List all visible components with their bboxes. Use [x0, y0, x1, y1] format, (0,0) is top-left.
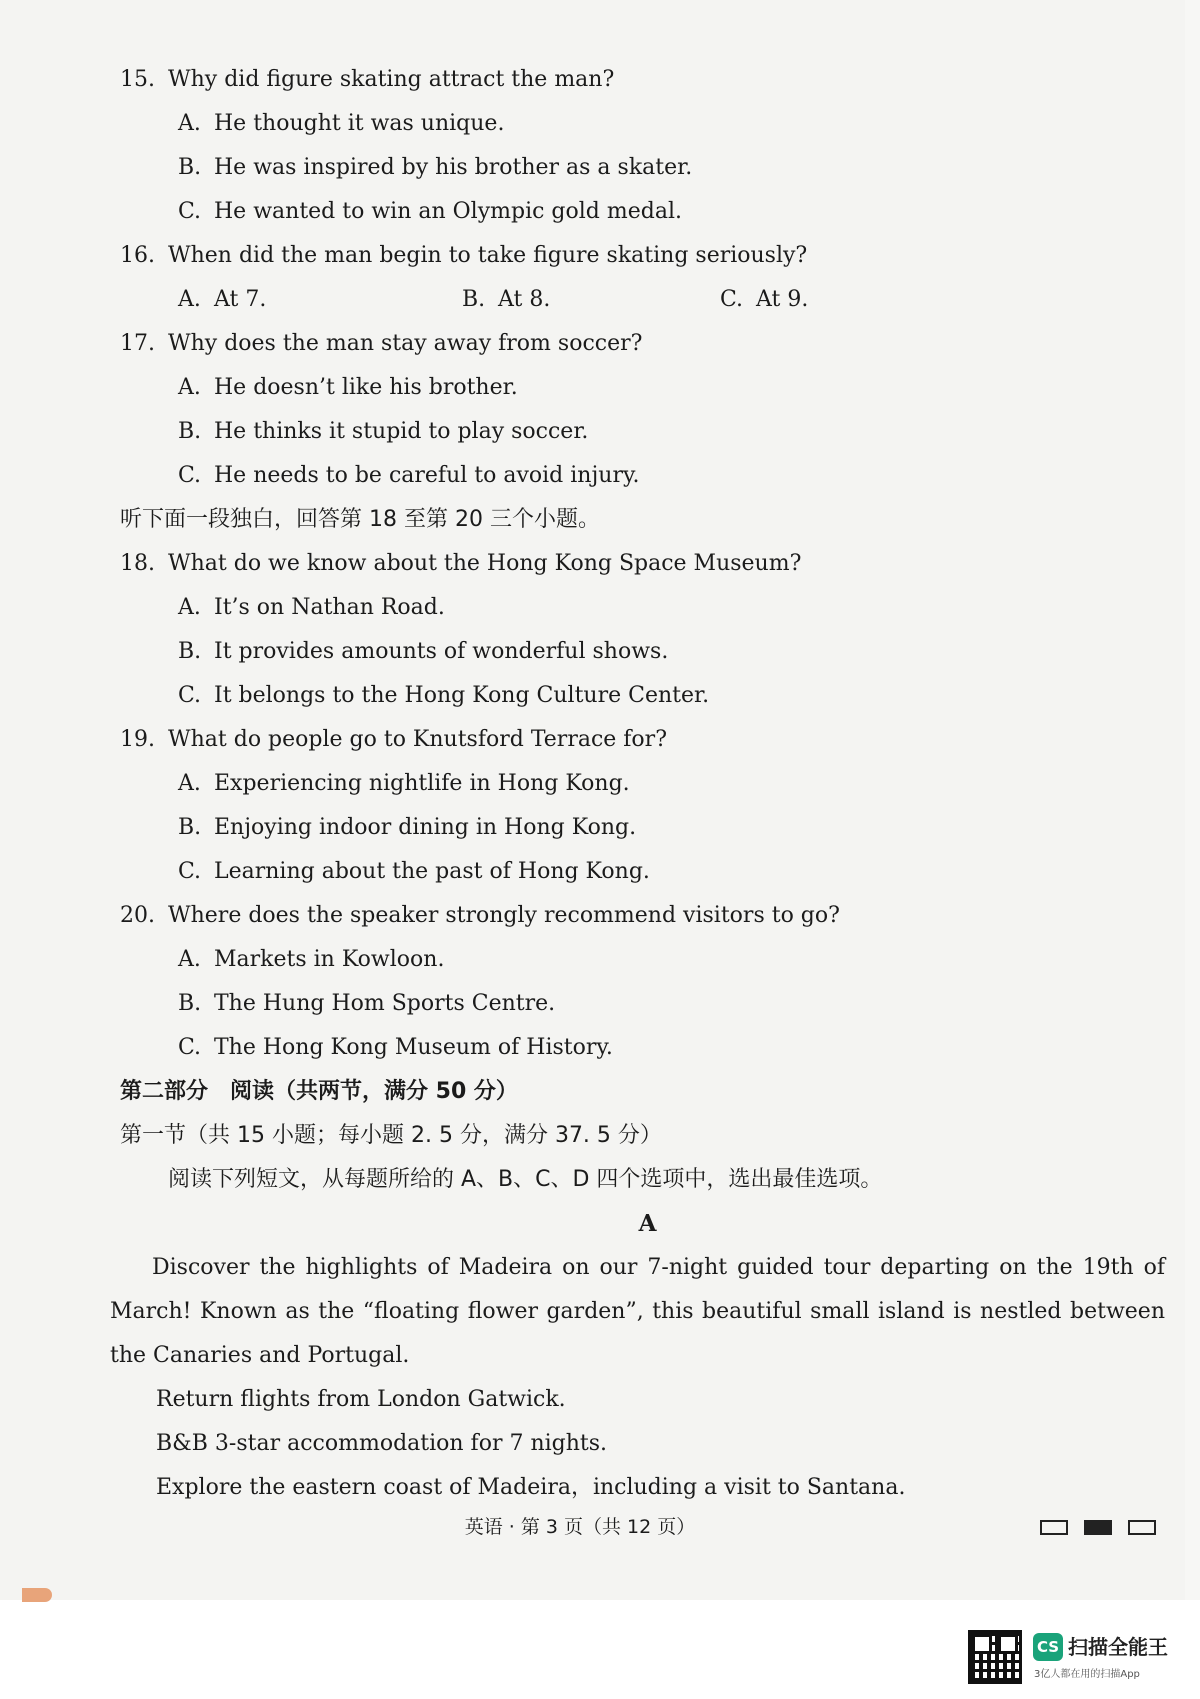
question-15: [120, 58, 1165, 102]
option-letter: B.: [178, 419, 202, 444]
option-text: Learning about the past of Hong Kong.: [214, 859, 650, 884]
option-text: Enjoying indoor dining in Hong Kong.: [214, 815, 637, 840]
option-19b: [120, 806, 1165, 850]
scanner-brand-subtitle: 3亿人都在用的扫描App: [1034, 1669, 1140, 1680]
option-16a: [178, 278, 266, 322]
option-18b: [120, 630, 1165, 674]
option-text: He was inspired by his brother as a skater.: [214, 155, 693, 180]
question-16: [120, 234, 1165, 278]
option-text: He thought it was unique.: [214, 111, 505, 136]
qr-code-icon: [968, 1630, 1022, 1684]
option-text: At 9.: [756, 287, 809, 312]
option-text: The Hong Kong Museum of History.: [214, 1035, 613, 1060]
option-17a: [120, 366, 1165, 410]
option-letter: A.: [178, 287, 201, 312]
question-number: 20.: [120, 903, 155, 928]
footer-box-icon: [1128, 1520, 1156, 1535]
question-number: 16.: [120, 243, 155, 268]
option-text: It belongs to the Hong Kong Culture Center.: [214, 683, 710, 708]
passage-line: Explore the eastern coast of Madeira，including a visit to Santana.: [156, 1475, 906, 1500]
option-letter: C.: [178, 463, 202, 488]
option-letter: A.: [178, 771, 201, 796]
option-letter: C.: [178, 1035, 202, 1060]
section-one-heading: 第一节（共 15 小题；每小题 2. 5 分，满分 37. 5 分）: [120, 1123, 662, 1148]
option-18a: [120, 586, 1165, 630]
orange-edge-mark: [22, 1588, 52, 1602]
camscanner-logo-icon: CS: [1033, 1633, 1063, 1661]
option-text: It’s on Nathan Road.: [214, 595, 445, 620]
option-letter: B.: [178, 155, 202, 180]
question-20: [120, 894, 1165, 938]
part-two-heading: 第二部分 阅读（共两节，满分 50 分）: [120, 1079, 518, 1104]
page-footer: 英语 · 第 3 页（共 12 页）: [464, 1516, 696, 1538]
question-number: 15.: [120, 67, 155, 92]
question-stem: Why does the man stay away from soccer?: [168, 331, 643, 356]
passage-line: Return flights from London Gatwick.: [156, 1387, 566, 1412]
question-stem: Why did figure skating attract the man?: [168, 67, 615, 92]
question-stem: Where does the speaker strongly recommend visitors to go?: [168, 903, 840, 928]
option-letter: C.: [178, 199, 202, 224]
option-text: At 8.: [498, 287, 551, 312]
option-20c: [120, 1026, 1165, 1070]
scanner-brand-title: 扫描全能王: [1068, 1635, 1168, 1659]
passage-intro: Discover the highlights of Madeira on our 7-night guided tour departing on the 19th of March! Known as the “floating flower garden”, this beautiful small island is nestled between the Canaries and Portugal.: [110, 1255, 1165, 1368]
option-text: It provides amounts of wonderful shows.: [214, 639, 669, 664]
option-letter: B.: [178, 639, 202, 664]
option-15b: [120, 146, 1165, 190]
option-16c: [720, 278, 808, 322]
option-letter: B.: [178, 815, 202, 840]
option-text: He thinks it stupid to play soccer.: [214, 419, 589, 444]
option-letter: A.: [178, 947, 201, 972]
question-18: [120, 542, 1165, 586]
option-19a: [120, 762, 1165, 806]
option-15a: [120, 102, 1165, 146]
footer-box-icon: [1040, 1520, 1068, 1535]
question-17: [120, 322, 1165, 366]
question-number: 17.: [120, 331, 155, 356]
question-stem: When did the man begin to take figure skating seriously?: [168, 243, 808, 268]
question-number: 19.: [120, 727, 155, 752]
option-text: He wanted to win an Olympic gold medal.: [214, 199, 682, 224]
option-letter: B.: [462, 287, 486, 312]
option-18c: [120, 674, 1165, 718]
question-stem: What do people go to Knutsford Terrace for?: [168, 727, 667, 752]
option-text: He doesn’t like his brother.: [214, 375, 518, 400]
monologue-instruction: 听下面一段独白，回答第 18 至第 20 三个小题。: [120, 507, 600, 532]
question-number: 18.: [120, 551, 155, 576]
option-19c: [120, 850, 1165, 894]
reading-instruction: 阅读下列短文，从每题所给的 A、B、C、D 四个选项中，选出最佳选项。: [168, 1167, 883, 1192]
option-text: At 7.: [214, 287, 267, 312]
option-letter: C.: [720, 287, 744, 312]
option-letter: C.: [178, 683, 202, 708]
passage-label: A: [638, 1210, 657, 1237]
option-17b: [120, 410, 1165, 454]
option-16b: [462, 278, 550, 322]
option-17c: [120, 454, 1165, 498]
option-15c: [120, 190, 1165, 234]
question-19: [120, 718, 1165, 762]
option-text: Markets in Kowloon.: [214, 947, 445, 972]
option-text: He needs to be careful to avoid injury.: [214, 463, 640, 488]
option-letter: A.: [178, 375, 201, 400]
page-content: [110, 58, 1165, 1510]
options-16: [120, 278, 1165, 322]
option-letter: B.: [178, 991, 202, 1016]
option-letter: A.: [178, 595, 201, 620]
question-stem: What do we know about the Hong Kong Space Museum?: [168, 551, 802, 576]
option-letter: A.: [178, 111, 201, 136]
option-20b: [120, 982, 1165, 1026]
passage-line: B&B 3-star accommodation for 7 nights.: [156, 1431, 608, 1456]
option-letter: C.: [178, 859, 202, 884]
option-20a: [120, 938, 1165, 982]
footer-box-filled-icon: [1084, 1520, 1112, 1535]
option-text: Experiencing nightlife in Hong Kong.: [214, 771, 630, 796]
option-text: The Hung Hom Sports Centre.: [214, 991, 556, 1016]
